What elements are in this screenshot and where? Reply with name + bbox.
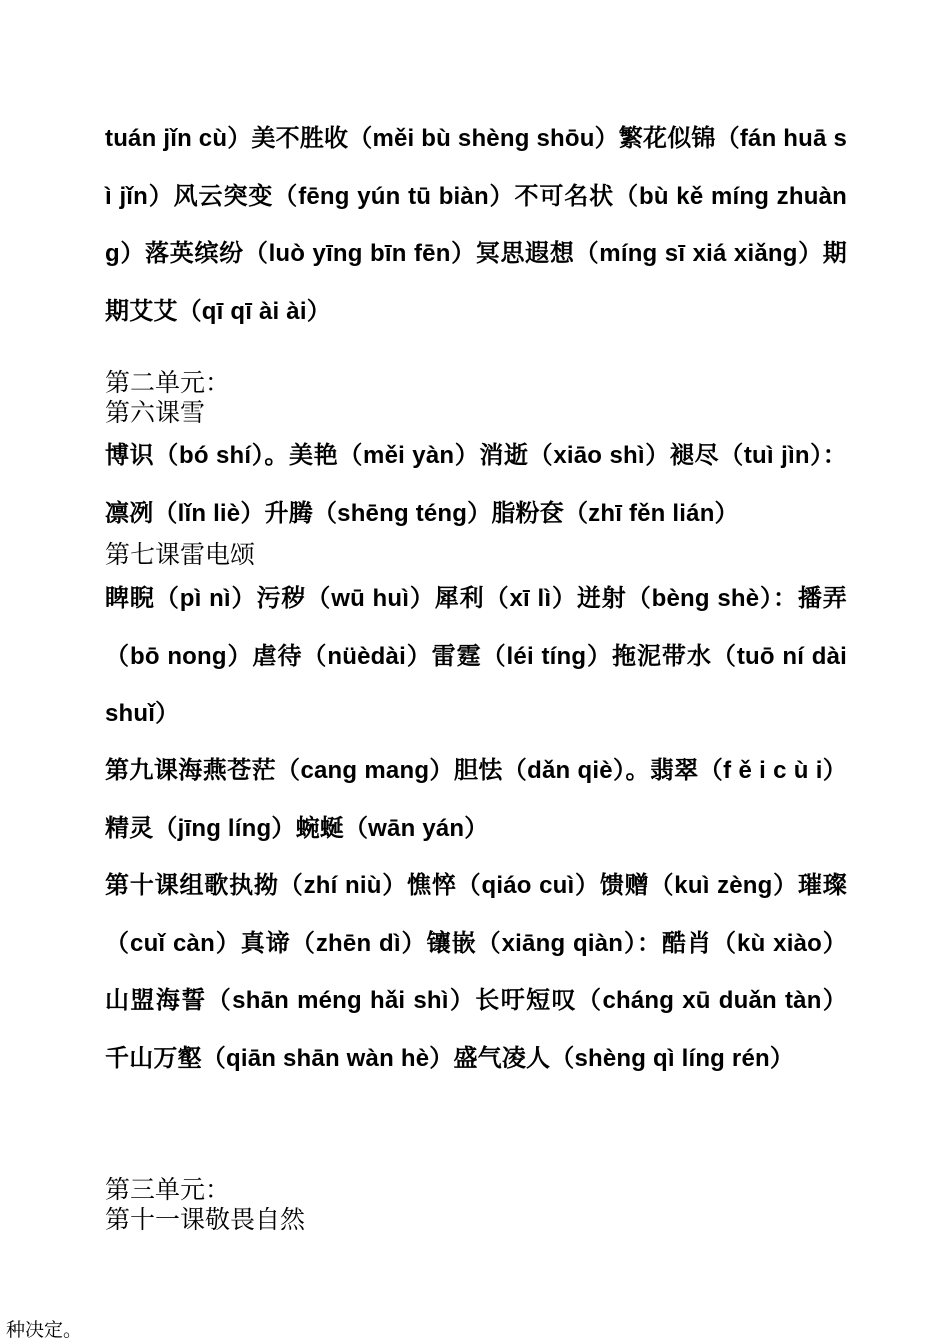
vocab-paragraph-lesson7: 睥睨（pì nì）污秽（wū huì）犀利（xī lì）迸射（bèng shè）：播弄（bō nong）虐待（nüèdài）雷霆（léi tíng）拖泥带水（tuō ní dài shuǐ） (105, 585, 847, 727)
lesson-heading-7: 第七课雷电颂 (105, 540, 256, 569)
vocab-paragraph-lesson6: 博识（bó shí）。美艳（měi yàn）消逝（xiāo shì）褪尽（tuì jìn）：凛冽（lǐn liè）升腾（shēng téng）脂粉奁（zhī fěn lián） (105, 442, 847, 527)
vocab-paragraph-lesson10: 第十课组歌执拗（zhí niù）憔悴（qiáo cuì）馈赠（kuì zèng）璀璨（cuǐ càn）真谛（zhēn dì）镶嵌（xiāng qiàn）：酷肖（kù xiào）山盟海誓（shān méng hǎi shì）长吁短叹（cháng xū duǎn tàn）千山万壑（qiān shān wàn hè）盛气凌人（shèng qì líng rén） (105, 872, 847, 1072)
unit-heading-2: 第二单元： (105, 368, 231, 397)
unit-heading-3: 第三单元： (105, 1175, 231, 1204)
vocab-paragraph-unit1-end: tuán jǐn cù）美不胜收（měi bù shèng shōu）繁花似锦（fán huā sì jǐn）风云突变（fēng yún tū biàn）不可名状（bù kě míng zhuàng）落英缤纷（luò yīng bīn fēn）冥思遐想（míng sī xiá xiǎng）期期艾艾（qī qī ài ài） (105, 125, 847, 325)
vocab-paragraph-lesson9: 第九课海燕苍茫（cang mang）胆怯（dǎn qiè）。翡翠（f ě i c ù i）精灵（jīng líng）蜿蜒（wān yán） (105, 757, 847, 842)
lesson-heading-11: 第十一课敬畏自然 (105, 1205, 306, 1234)
lesson-heading-6: 第六课雪 (105, 398, 206, 427)
page-footer-text: 种决定。 (6, 1319, 83, 1341)
